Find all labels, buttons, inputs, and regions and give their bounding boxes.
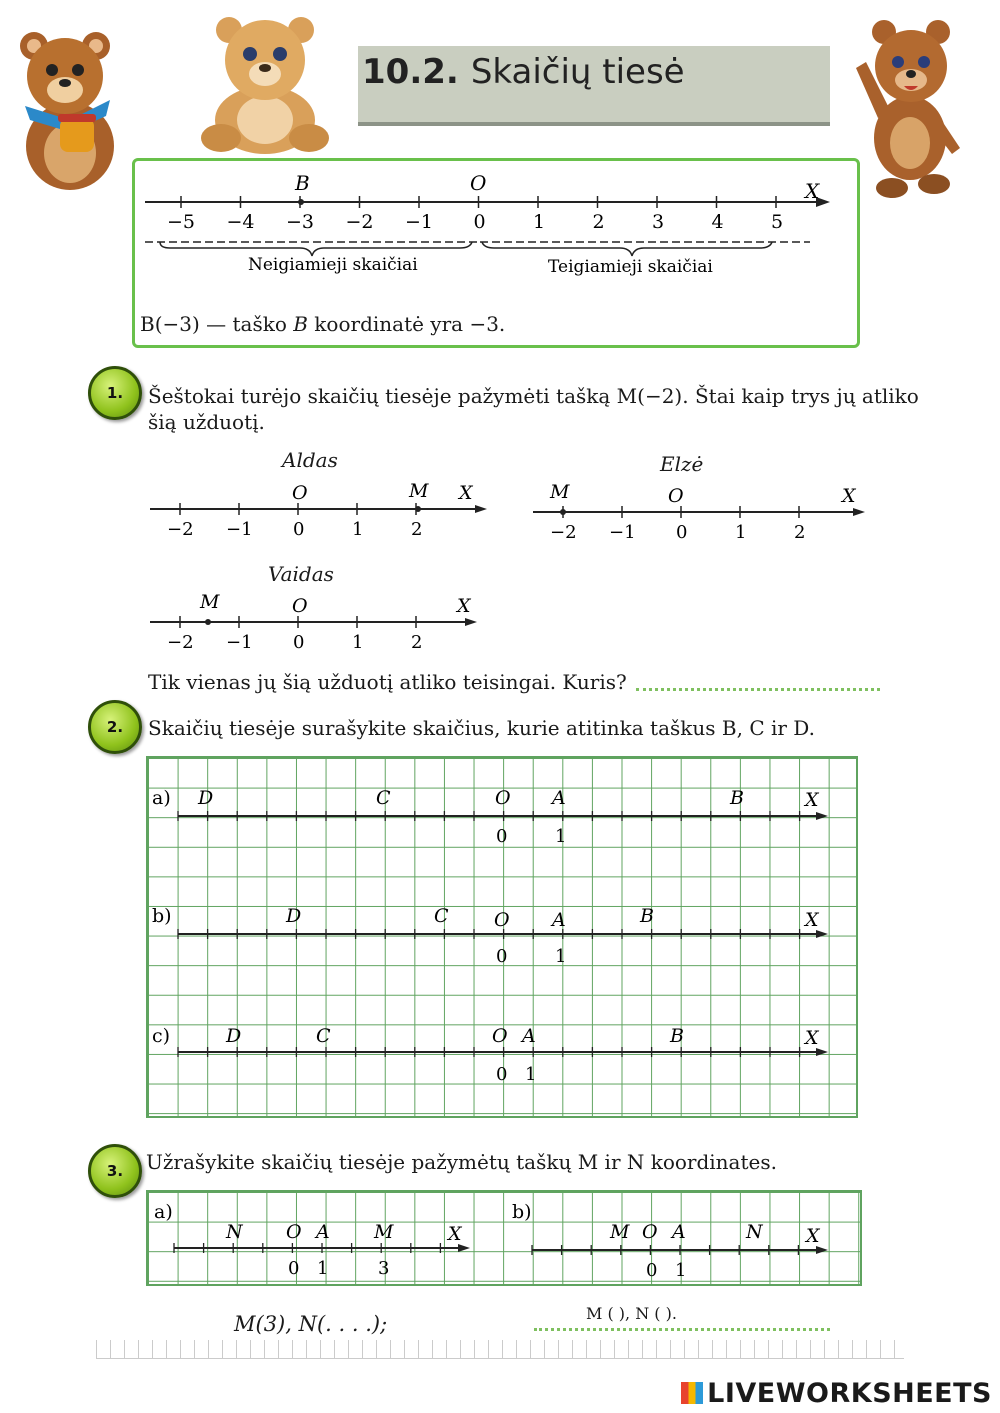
axis-tick-label: −2 xyxy=(167,632,194,653)
axis-tick-label: −2 xyxy=(167,519,194,540)
task-2c-c: C xyxy=(316,1025,331,1047)
negative-numbers-label: Neigiamieji skaičiai xyxy=(248,255,418,275)
intro-origin-label: O xyxy=(470,171,487,195)
intro-tick-label: −1 xyxy=(405,211,434,233)
task-3b-answer-line xyxy=(534,1328,830,1331)
task-3b-zero: 0 xyxy=(646,1260,658,1281)
task-3a-zero: 0 xyxy=(288,1258,300,1279)
task-2b-d: D xyxy=(286,905,302,927)
task-2a-one: 1 xyxy=(555,826,567,847)
task-2a-d: D xyxy=(198,787,214,809)
axis-tick-label: 1 xyxy=(352,519,364,540)
task-2b-label: b) xyxy=(152,905,172,927)
intro-point-b-label: B xyxy=(295,171,310,195)
intro-tick-label: 4 xyxy=(711,211,724,233)
vaidas-m-label: M xyxy=(200,591,220,613)
task-3a-m: M xyxy=(374,1221,394,1243)
task-3b-o: O xyxy=(642,1221,658,1243)
intro-note: B(−3) — taško B koordinatė yra −3. xyxy=(140,312,506,336)
task-2b-c: C xyxy=(434,905,449,927)
task-2b-o: O xyxy=(494,909,510,931)
intro-tick-label: 0 xyxy=(473,211,486,233)
task-3a-x: X xyxy=(448,1223,462,1245)
bear-with-honey-illustration xyxy=(10,28,130,193)
page-title: 10.2. Skaičių tiesė xyxy=(362,52,685,92)
intro-tick-label: −2 xyxy=(345,211,374,233)
intro-point-b xyxy=(298,199,304,205)
task-2b-a: A xyxy=(552,909,566,931)
intro-tick-label: 5 xyxy=(771,211,784,233)
positive-numbers-label: Teigiamieji skaičiai xyxy=(548,257,713,277)
intro-number-line xyxy=(140,170,850,280)
task-3a-o: O xyxy=(286,1221,302,1243)
task-2c-label: c) xyxy=(152,1025,171,1047)
elze-origin-label: O xyxy=(668,485,684,507)
task-2a-o: O xyxy=(495,787,511,809)
task-2-badge: 2. xyxy=(88,700,142,754)
aldas-name: Aldas xyxy=(282,448,338,472)
task-3b-answer[interactable]: M ( ), N ( ). xyxy=(586,1304,677,1323)
elze-number-line xyxy=(528,478,878,548)
task-2c-o: O xyxy=(492,1025,508,1047)
task-3b-number-line xyxy=(508,1196,848,1280)
liveworksheets-icon xyxy=(681,1382,703,1404)
axis-tick-label: 0 xyxy=(293,632,305,653)
task-2c-b: B xyxy=(670,1025,684,1047)
aldas-x-label: X xyxy=(459,482,473,504)
axis-tick-label: 1 xyxy=(735,522,747,543)
task-2a-label: a) xyxy=(152,787,171,809)
task-3a-answer[interactable]: M(3), N(. . . .); xyxy=(234,1312,388,1336)
task-2a-number-line xyxy=(150,780,850,850)
axis-tick-label: 1 xyxy=(352,632,364,653)
task-2a-x: X xyxy=(805,789,819,811)
task-2b-b: B xyxy=(640,905,654,927)
task-3b-a: A xyxy=(672,1221,686,1243)
elze-x-label: X xyxy=(842,485,856,507)
intro-tick-label: −3 xyxy=(286,211,315,233)
task-2c-x: X xyxy=(805,1027,819,1049)
task-2b-one: 1 xyxy=(555,946,567,967)
task-1-text-line2: šią užduotį. xyxy=(148,410,265,434)
task-3b-one: 1 xyxy=(675,1260,687,1281)
task-1-text-line1: Šeštokai turėjo skaičių tiesėje pažymėti tašką M(−2). Štai kaip trys jų atliko xyxy=(148,384,919,408)
aldas-m-label: M xyxy=(409,480,429,502)
task-2a-a: A xyxy=(552,787,566,809)
task-3a-three: 3 xyxy=(378,1258,390,1279)
task-3a-a: A xyxy=(316,1221,330,1243)
axis-tick-label: −1 xyxy=(226,519,253,540)
intro-tick-label: −5 xyxy=(167,211,196,233)
task-1-badge: 1. xyxy=(88,366,142,420)
task-2a-zero: 0 xyxy=(496,826,508,847)
task-1-answer-field[interactable] xyxy=(636,688,880,691)
task-3b-n: N xyxy=(746,1221,763,1243)
task-2c-zero: 0 xyxy=(496,1064,508,1085)
task-3-text: Užrašykite skaičių tiesėje pažymėtų taškų M ir N koordinates. xyxy=(146,1150,777,1174)
task-3b-m: M xyxy=(610,1221,630,1243)
elze-name: Elzė xyxy=(660,452,704,476)
intro-tick-label: −4 xyxy=(226,211,255,233)
task-3a-number-line xyxy=(150,1196,490,1280)
task-3b-label: b) xyxy=(512,1201,532,1223)
axis-tick-label: 2 xyxy=(411,519,423,540)
axis-tick-label: 2 xyxy=(794,522,806,543)
axis-tick-label: −1 xyxy=(226,632,253,653)
intro-tick-label: 2 xyxy=(592,211,605,233)
task-2b-number-line xyxy=(150,898,850,968)
vaidas-point-m xyxy=(205,619,211,625)
intro-tick-label: 1 xyxy=(533,211,546,233)
axis-tick-label: −1 xyxy=(609,522,636,543)
task-3b-x: X xyxy=(806,1225,820,1247)
sitting-bear-illustration xyxy=(195,8,335,158)
task-2b-x: X xyxy=(805,909,819,931)
waving-bear-illustration xyxy=(848,18,968,203)
task-3a-one: 1 xyxy=(317,1258,329,1279)
task-2a-b: B xyxy=(730,787,744,809)
vaidas-origin-label: O xyxy=(292,595,308,617)
task-2c-a: A xyxy=(522,1025,536,1047)
aldas-number-line xyxy=(145,475,495,545)
task-2a-c: C xyxy=(376,787,391,809)
aldas-origin-label: O xyxy=(292,482,308,504)
axis-tick-label: 2 xyxy=(411,632,423,653)
task-3-badge: 3. xyxy=(88,1144,142,1198)
vaidas-name: Vaidas xyxy=(268,562,334,586)
axis-tick-label: −2 xyxy=(550,522,577,543)
task-2c-d: D xyxy=(226,1025,242,1047)
vaidas-x-label: X xyxy=(457,595,471,617)
task-2c-one: 1 xyxy=(525,1064,537,1085)
elze-m-label: M xyxy=(550,481,570,503)
axis-tick-label: 0 xyxy=(676,522,688,543)
intro-axis-label: X xyxy=(805,179,820,203)
vaidas-number-line xyxy=(145,588,495,658)
task-1-question: Tik vienas jų šią užduotį atliko teisingai. Kuris? xyxy=(148,670,627,694)
axis-tick-label: 0 xyxy=(293,519,305,540)
intro-tick-label: 3 xyxy=(652,211,665,233)
task-3a-label: a) xyxy=(154,1201,173,1223)
task-2b-zero: 0 xyxy=(496,946,508,967)
task-3a-n: N xyxy=(226,1221,243,1243)
task-2-text: Skaičių tiesėje surašykite skaičius, kurie atitinka taškus B, C ir D. xyxy=(148,716,815,740)
liveworksheets-logo: LIVEWORKSHEETS xyxy=(681,1378,992,1409)
task-2c-number-line xyxy=(150,1018,850,1088)
bottom-ruler xyxy=(96,1340,904,1359)
